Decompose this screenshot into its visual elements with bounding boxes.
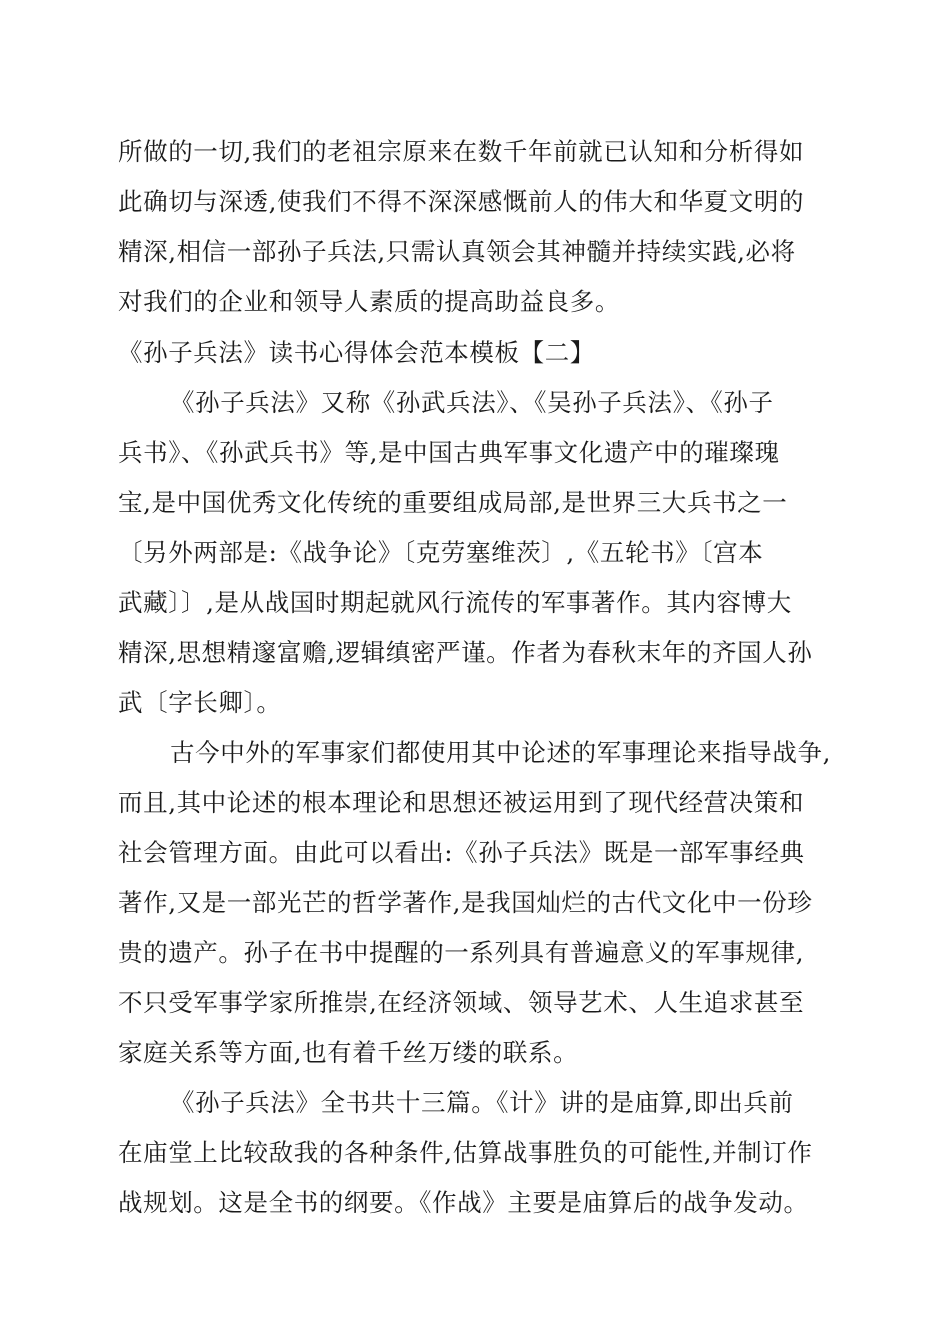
text-line: 《孙子兵法》全书共十三篇。《计》讲的是庙算,即出兵前 [170,1088,794,1117]
text-line: 著作,又是一部光芒的哲学著作,是我国灿烂的古代文化中一份珍 [118,888,813,917]
text-line: 在庙堂上比较敌我的各种条件,估算战事胜负的可能性,并制订作 [118,1138,813,1167]
text-line: 战规划。这是全书的纲要。《作战》主要是庙算后的战争发动。 [118,1188,809,1217]
text-line: 武〔字长卿〕。 [118,688,282,717]
text-line: 武藏〕〕,是从战国时期起就风行流传的军事著作。其内容博大 [118,588,792,617]
text-line: 而且,其中论述的根本理论和思想还被运用到了现代经营决策和 [118,788,805,817]
text-line: 家庭关系等方面,也有着千丝万缕的联系。 [118,1038,579,1067]
text-line: 贵的遗产。孙子在书中提醒的一系列具有普遍意义的军事规律, [118,938,805,967]
text-line: 对我们的企业和领导人素质的提高助益良多。 [118,287,620,316]
text-line: 精深,思想精邃富赡,逻辑缜密严谨。作者为春秋末年的齐国人孙 [118,638,813,667]
text-line: 宝,是中国优秀文化传统的重要组成局部,是世界三大兵书之一 [118,488,788,517]
text-line: 不只受军事学家所推崇,在经济领域、领导艺术、人生追求甚至 [118,988,805,1017]
text-line: 此确切与深透,使我们不得不深深感慨前人的伟大和华夏文明的 [118,187,805,216]
text-line: 兵书》、《孙武兵书》等,是中国古典军事文化遗产中的璀璨瑰 [118,438,780,467]
section-heading: 《孙子兵法》读书心得体会范本模板【二】 [118,338,595,367]
text-line: 古今中外的军事家们都使用其中论述的军事理论来指导战争, [170,738,831,767]
text-line: 社会管理方面。由此可以看出:《孙子兵法》既是一部军事经典 [118,838,805,867]
text-line: 所做的一切,我们的老祖宗原来在数千年前就已认知和分析得如 [118,137,805,166]
text-line: 精深,相信一部孙子兵法,只需认真领会其神髓并持续实践,必将 [118,237,796,266]
text-line: 《孙子兵法》又称《孙武兵法》、《吴孙子兵法》、《孙子 [170,388,774,417]
text-line: 〔另外两部是:《战争论》〔克劳塞维茨〕,《五轮书》〔宫本 [118,538,764,567]
